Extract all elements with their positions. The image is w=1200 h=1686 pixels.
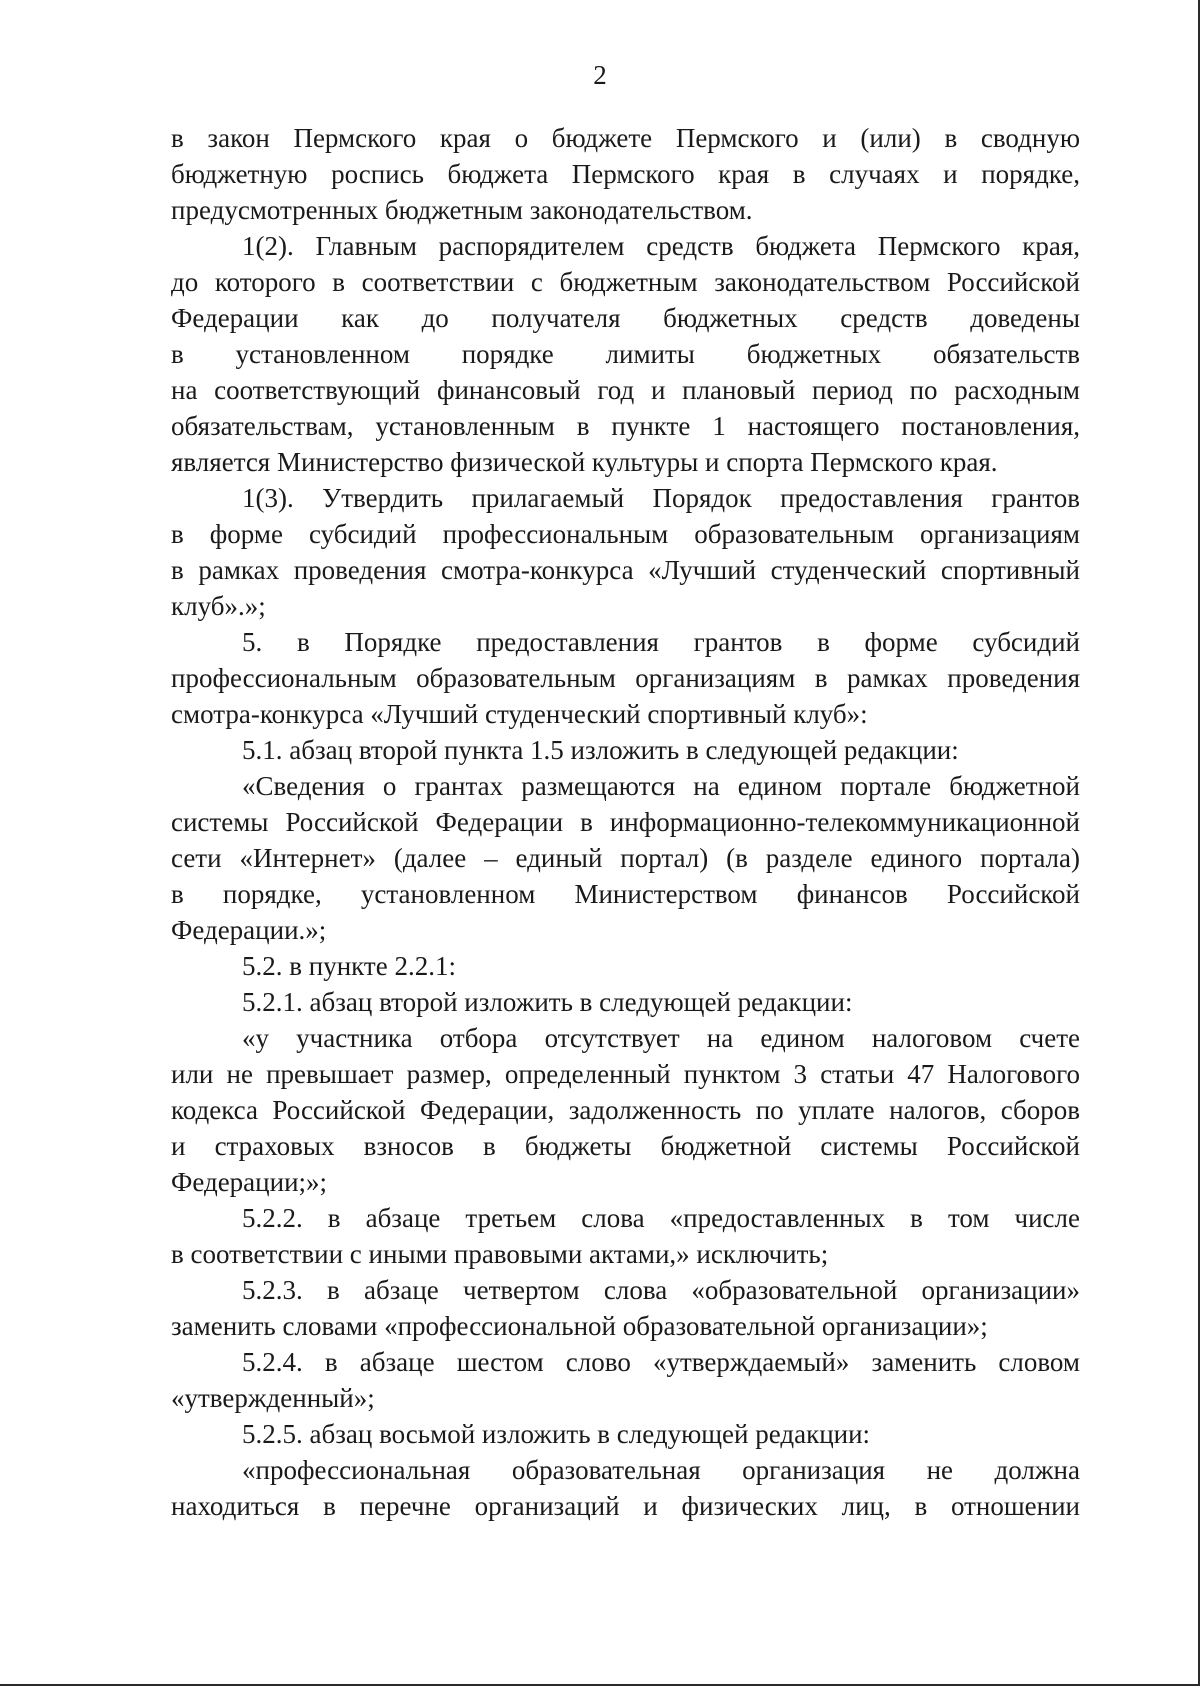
text-line: и страховых взносов в бюджеты бюджетной системы Российской [171, 1131, 1080, 1161]
text-line: смотра-конкурса «Лучший студенческий спортивный клуб»: [171, 699, 868, 729]
text-line: 5. в Порядке предоставления грантов в форме субсидий [242, 627, 1080, 657]
text-line: до которого в соответствии с бюджетным законодательством Российской [171, 267, 1080, 297]
text-line: 5.2.5. абзац восьмой изложить в следующей редакции: [242, 1419, 871, 1449]
text-line: предусмотренных бюджетным законодательством. [171, 195, 753, 225]
text-line: 1(2). Главным распорядителем средств бюджета Пермского края, [242, 231, 1080, 261]
text-line: кодекса Российской Федерации, задолженность по уплате налогов, сборов [171, 1095, 1080, 1125]
text-line: является Министерство физической культуры и спорта Пермского края. [171, 447, 998, 477]
text-line: в порядке, установленном Министерством финансов Российской [171, 879, 1080, 909]
text-line: 5.2.3. в абзаце четвертом слова «образовательной организации» [242, 1275, 1080, 1305]
text-line: 1(3). Утвердить прилагаемый Порядок предоставления грантов [242, 483, 1080, 513]
text-line: в установленном порядке лимиты бюджетных обязательств [171, 339, 1080, 369]
text-line: Федерации как до получателя бюджетных средств доведены [171, 303, 1080, 333]
text-line: 5.2.1. абзац второй изложить в следующей редакции: [242, 987, 853, 1017]
text-line: на соответствующий финансовый год и плановый период по расходным [171, 375, 1080, 405]
text-line: Федерации.»; [171, 915, 327, 945]
text-line: «профессиональная образовательная организация не должна [242, 1455, 1080, 1485]
text-line: 5.2. в пункте 2.2.1: [242, 951, 456, 981]
text-line: клуб».»; [171, 591, 266, 621]
text-line: бюджетную роспись бюджета Пермского края в случаях и порядке, [171, 159, 1080, 189]
text-line: системы Российской Федерации в информационно-телекоммуникационной [171, 807, 1080, 837]
text-line: в закон Пермского края о бюджете Пермского и (или) в сводную [171, 123, 1080, 153]
text-line: в форме субсидий профессиональным образовательным организациям [171, 519, 1080, 549]
text-line: находиться в перечне организаций и физических лиц, в отношении [171, 1491, 1080, 1521]
text-line: Федерации;»; [171, 1167, 328, 1197]
text-line: 5.1. абзац второй пункта 1.5 изложить в следующей редакции: [242, 735, 959, 765]
text-line: обязательствам, установленным в пункте 1 настоящего постановления, [171, 411, 1080, 441]
page-number: 2 [593, 60, 607, 90]
document-body [171, 120, 1080, 1524]
text-line: заменить словами «профессиональной образовательной организации»; [171, 1311, 988, 1341]
text-line: «Сведения о грантах размещаются на едином портале бюджетной [242, 771, 1080, 801]
text-line: в рамках проведения смотра-конкурса «Лучший студенческий спортивный [171, 555, 1080, 585]
text-line: «у участника отбора отсутствует на едином налоговом счете [242, 1023, 1080, 1053]
text-line: в соответствии с иными правовыми актами,» исключить; [171, 1239, 829, 1269]
text-line: профессиональным образовательным организациям в рамках проведения [171, 663, 1080, 693]
text-line: сети «Интернет» (далее – единый портал) (в разделе единого портала) [171, 843, 1080, 873]
text-line: «утвержденный»; [171, 1383, 375, 1413]
text-line: 5.2.4. в абзаце шестом слово «утверждаемый» заменить словом [242, 1347, 1080, 1377]
text-line: или не превышает размер, определенный пунктом 3 статьи 47 Налогового [171, 1059, 1080, 1089]
text-line: 5.2.2. в абзаце третьем слова «предоставленных в том числе [242, 1203, 1080, 1233]
